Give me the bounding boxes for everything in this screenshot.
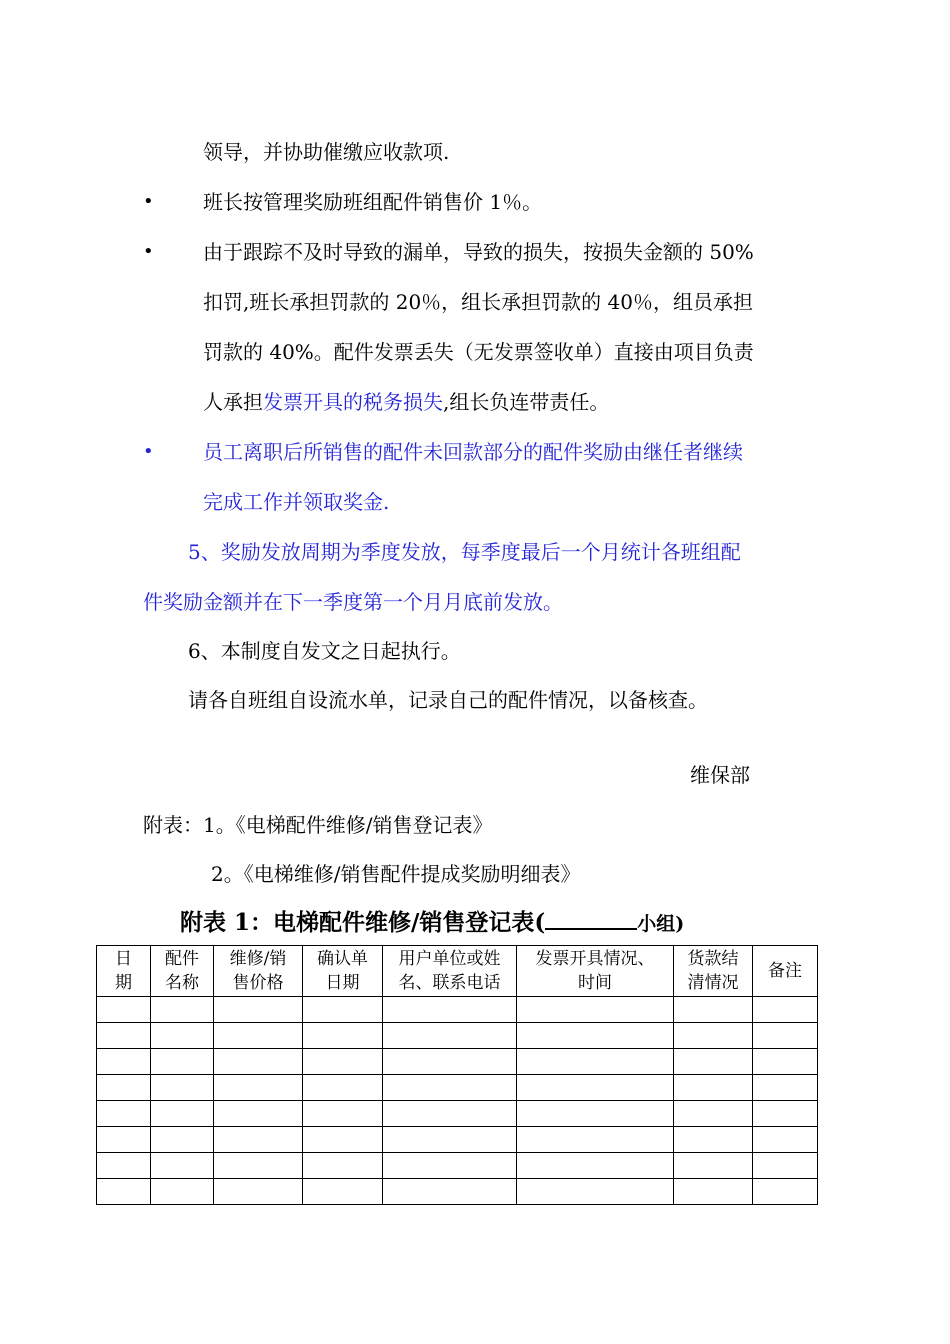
table-cell [517, 1049, 674, 1075]
table-cell [517, 1153, 674, 1179]
column-header [383, 946, 517, 997]
table-cell [303, 997, 383, 1023]
column-header-text: 货款结 [687, 949, 739, 969]
table-cell [214, 1179, 303, 1205]
table-cell [97, 1153, 151, 1179]
column-header-text: 清情况 [687, 973, 739, 993]
table-cell [517, 1127, 674, 1153]
text-segment: ,组长负连带责任。 [443, 390, 610, 414]
column-header-text: 维修/销 [229, 949, 287, 969]
column-header-text: 发票开具情况、 [535, 949, 655, 969]
table-cell [753, 1179, 818, 1205]
clause-5-line-1: 5、奖励发放周期为季度发放，每季度最后一个月统计各班组配 [188, 540, 741, 564]
table-cell [753, 1101, 818, 1127]
column-header-text: 备注 [768, 961, 802, 981]
table-cell [517, 1023, 674, 1049]
table-cell [674, 997, 753, 1023]
attachment-2: 2。《电梯维修/销售配件提成奖励明细表》 [211, 862, 581, 886]
column-header-text: 用户单位或姓 [398, 949, 501, 969]
table-cell [151, 1179, 214, 1205]
table-cell [214, 1075, 303, 1101]
table-cell [383, 1023, 517, 1049]
column-header-text: 售价格 [232, 973, 284, 993]
paragraph-continuation: 领导，并协助催缴应收款项. [203, 140, 450, 164]
table-cell [303, 1101, 383, 1127]
column-header-text: 确认单 [317, 949, 368, 969]
column-header-text: 日 [115, 949, 132, 969]
table-cell [383, 1153, 517, 1179]
instruction-paragraph: 请各自班组自设流水单，记录自己的配件情况，以备核查。 [188, 688, 708, 712]
table-cell [753, 997, 818, 1023]
table-cell [151, 1153, 214, 1179]
table-cell [674, 1023, 753, 1049]
column-header-text: 时间 [578, 973, 612, 993]
table-cell [303, 1127, 383, 1153]
table-cell [517, 1075, 674, 1101]
column-header [97, 946, 151, 997]
table-cell [517, 1101, 674, 1127]
table-cell [151, 1101, 214, 1127]
table-row [97, 1075, 818, 1101]
table-cell [214, 1153, 303, 1179]
highlighted-text: 发票开具的税务损失 [263, 390, 443, 414]
table-body [97, 997, 818, 1205]
table-cell [674, 1049, 753, 1075]
table-cell [303, 1153, 383, 1179]
clause-5-line-2: 件奖励金额并在下一季度第一个月月底前发放。 [143, 590, 563, 614]
bullet-2: • [143, 241, 154, 262]
table-cell [151, 1023, 214, 1049]
table-cell [97, 1049, 151, 1075]
table-row [97, 1127, 818, 1153]
table-cell [517, 997, 674, 1023]
table-cell [303, 1049, 383, 1075]
table-row [97, 1179, 818, 1205]
table-cell [753, 1023, 818, 1049]
column-header-text: 日期 [325, 973, 360, 993]
table-cell [214, 997, 303, 1023]
table-cell [214, 1023, 303, 1049]
table-cell [674, 1127, 753, 1153]
table-cell [97, 1179, 151, 1205]
table-title-prefix: 附表 1：电梯配件维修/销售登记表( [180, 909, 546, 936]
table-cell [151, 1127, 214, 1153]
table-cell [753, 1127, 818, 1153]
table-cell [303, 1179, 383, 1205]
table-cell [383, 1049, 517, 1075]
text-segment: 人承担 [203, 390, 263, 414]
table-cell [97, 1127, 151, 1153]
table-cell [674, 1179, 753, 1205]
bullet-item-2-line-4 [203, 390, 609, 414]
bullet-item-2-line-2: 扣罚,班长承担罚款的 20％，组长承担罚款的 40％，组员承担 [203, 290, 753, 314]
column-header-text: 名称 [165, 973, 199, 993]
table-cell [151, 1075, 214, 1101]
table-cell [214, 1049, 303, 1075]
bullet-item-2-line-1: 由于跟踪不及时导致的漏单，导致的损失，按损失金额的 50% [203, 240, 754, 264]
table-title-suffix: 小组) [637, 913, 685, 935]
group-name-blank [545, 908, 637, 930]
column-header [674, 946, 753, 997]
table-cell [674, 1153, 753, 1179]
table-cell [383, 1075, 517, 1101]
table-cell [97, 997, 151, 1023]
table-row [97, 1101, 818, 1127]
table-cell [97, 1075, 151, 1101]
bullet-item-1: 班长按管理奖励班组配件销售价 1％。 [203, 190, 543, 214]
table-cell [753, 1049, 818, 1075]
table-cell [753, 1153, 818, 1179]
table-title [180, 908, 684, 939]
registration-table [96, 945, 818, 1205]
table-cell [214, 1101, 303, 1127]
department-signature: 维保部 [690, 763, 750, 787]
column-header [753, 946, 818, 997]
column-header [214, 946, 303, 997]
table-cell [674, 1075, 753, 1101]
table-row [97, 1049, 818, 1075]
bullet-item-2-line-3: 罚款的 40%。配件发票丢失（无发票签收单）直接由项目负责 [203, 340, 754, 364]
table-cell [303, 1075, 383, 1101]
bullet-1: • [143, 191, 154, 212]
table-row [97, 997, 818, 1023]
attachment-1: 附表：1。《电梯配件维修/销售登记表》 [143, 813, 493, 837]
table-header-row [97, 946, 818, 997]
table-cell [383, 1127, 517, 1153]
table-cell [303, 1023, 383, 1049]
table-cell [151, 997, 214, 1023]
bullet-3: • [143, 441, 154, 462]
table-row [97, 1153, 818, 1179]
table-cell [214, 1127, 303, 1153]
table-cell [674, 1101, 753, 1127]
table-cell [383, 997, 517, 1023]
table-cell [151, 1049, 214, 1075]
table-cell [97, 1101, 151, 1127]
bullet-item-3-line-2: 完成工作并领取奖金. [203, 490, 390, 514]
table-cell [383, 1179, 517, 1205]
column-header-text: 期 [115, 973, 132, 993]
column-header [517, 946, 674, 997]
column-header-text: 配件 [165, 949, 199, 969]
column-header [151, 946, 214, 997]
table-row [97, 1023, 818, 1049]
clause-6: 6、本制度自发文之日起执行。 [188, 639, 461, 663]
table-cell [97, 1023, 151, 1049]
bullet-item-3-line-1: 员工离职后所销售的配件未回款部分的配件奖励由继任者继续 [203, 440, 743, 464]
table-cell [753, 1075, 818, 1101]
table-cell [383, 1101, 517, 1127]
column-header [303, 946, 383, 997]
table-cell [517, 1179, 674, 1205]
column-header-text: 名、联系电话 [398, 973, 501, 993]
